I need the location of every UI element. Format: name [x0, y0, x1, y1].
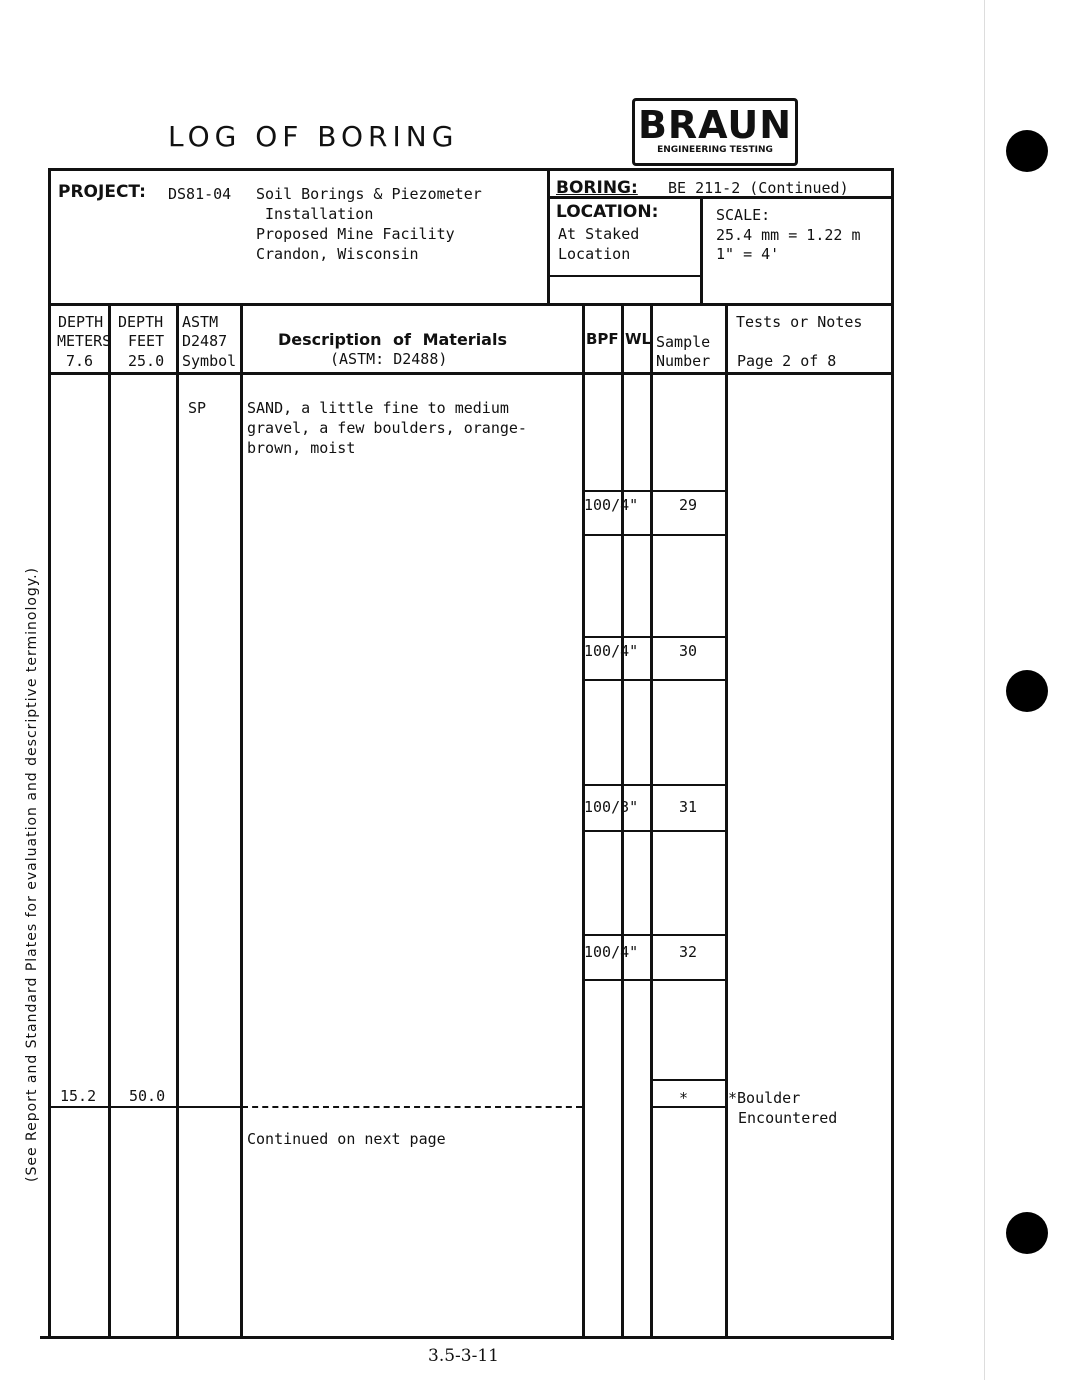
sample-30-bottom — [584, 679, 727, 681]
sample-number: 30 — [679, 642, 698, 660]
continued-note: Continued on next page — [247, 1130, 446, 1148]
frame-bottom — [40, 1336, 894, 1339]
divider-project-boring — [547, 168, 550, 306]
location-line-2: Location — [558, 245, 631, 263]
col-notes-2: Page 2 of 8 — [737, 352, 837, 370]
col-depth-feet-2: FEET — [128, 332, 165, 350]
col-sample-2: Number — [656, 352, 711, 370]
sample-boulder-top — [652, 1079, 727, 1081]
boring-value: BE 211-2 (Continued) — [668, 179, 849, 197]
location-line-1: At Staked — [558, 225, 640, 243]
sample-31-top — [584, 784, 727, 786]
divider-header-table — [48, 303, 894, 306]
project-number: DS81-04 — [168, 185, 232, 203]
layer-symbol: SP — [188, 399, 207, 417]
col-depth-feet-start: 25.0 — [128, 352, 165, 370]
layer-description-3: brown, moist — [247, 439, 356, 457]
sample-number: 31 — [679, 798, 698, 816]
bottom-line-left — [48, 1106, 242, 1108]
sample-bpf: 100/4" — [584, 943, 639, 961]
col-line-desc-bpf — [582, 303, 585, 1338]
sample-number: 29 — [679, 496, 698, 514]
col-line-sample-notes — [725, 303, 728, 1338]
sample-bpf: 100/4" — [584, 642, 639, 660]
layer-description-2: gravel, a few boulders, orange- — [247, 419, 527, 437]
col-line-bpf-wl — [621, 303, 624, 1338]
divider-column-headers — [48, 372, 894, 375]
page-number: 3.5-3-11 — [428, 1346, 499, 1366]
layer-description-1: SAND, a little fine to medium — [247, 399, 509, 417]
side-note: (See Report and Standard Plates for evaluation and descriptive terminology.) — [24, 566, 40, 1182]
divider-location-scale — [700, 196, 703, 306]
punch-hole-top — [1006, 130, 1048, 172]
col-astm-2: D2487 — [182, 332, 228, 350]
frame-top — [50, 168, 894, 171]
project-line-3: Proposed Mine Facility — [256, 225, 455, 243]
bottom-depth-meters: 15.2 — [60, 1087, 97, 1105]
col-line-wl-sample — [650, 303, 653, 1338]
col-sample-1: Sample — [656, 333, 711, 351]
frame-left — [48, 168, 51, 1338]
logo-wordmark: BRAUN — [637, 103, 793, 147]
project-line-4: Crandon, Wisconsin — [256, 245, 419, 263]
sample-29-top — [584, 490, 727, 492]
page-edge-line — [984, 0, 985, 1380]
bottom-dashed-line — [242, 1106, 582, 1108]
sample-31-bottom — [584, 830, 727, 832]
page-title: LOG OF BORING — [168, 120, 459, 153]
boulder-note-1: *Boulder — [728, 1089, 801, 1107]
location-label: LOCATION: — [556, 202, 659, 222]
punch-hole-middle — [1006, 670, 1048, 712]
sample-bpf: 100/4" — [584, 496, 639, 514]
sample-number: 32 — [679, 943, 698, 961]
col-depth-meters-start: 7.6 — [66, 352, 94, 370]
scale-line-1: 25.4 mm = 1.22 m — [716, 226, 861, 244]
col-line-astm-desc — [240, 303, 243, 1338]
frame-right — [891, 168, 894, 1340]
divider-location-blank — [547, 275, 702, 277]
col-description-1: Description of Materials — [278, 330, 507, 349]
bottom-depth-feet: 50.0 — [129, 1087, 166, 1105]
col-bpf: BPF — [586, 330, 619, 348]
sample-bpf: 100/3" — [584, 798, 639, 816]
col-depth-feet-1: DEPTH — [118, 313, 164, 331]
sample-32-bottom — [584, 979, 727, 981]
punch-hole-bottom — [1006, 1212, 1048, 1254]
sample-29-bottom — [584, 534, 727, 536]
sample-30-top — [584, 636, 727, 638]
project-line-1: Soil Borings & Piezometer — [256, 185, 482, 203]
boulder-note-2: Encountered — [738, 1109, 838, 1127]
bottom-line-right — [652, 1106, 727, 1108]
col-wl: WL — [625, 330, 652, 348]
col-astm-1: ASTM — [182, 313, 219, 331]
col-line-feet-astm — [176, 303, 179, 1338]
col-astm-3: Symbol — [182, 352, 237, 370]
logo-subtitle: ENGINEERING TESTING — [657, 145, 773, 155]
project-label: PROJECT: — [58, 182, 146, 202]
col-depth-meters-1: DEPTH — [58, 313, 104, 331]
bottom-sample-mark: * — [679, 1089, 689, 1107]
sample-32-top — [584, 934, 727, 936]
project-line-2: Installation — [265, 205, 374, 223]
scale-line-2: 1" = 4' — [716, 245, 780, 263]
col-line-meters-feet — [108, 303, 111, 1338]
braun-logo — [632, 98, 798, 166]
scale-label: SCALE: — [716, 206, 771, 224]
col-notes-1: Tests or Notes — [736, 313, 863, 331]
col-depth-meters-2: METERS — [57, 332, 112, 350]
col-description-2: (ASTM: D2488) — [330, 350, 448, 368]
boring-label: BORING: — [556, 178, 638, 198]
